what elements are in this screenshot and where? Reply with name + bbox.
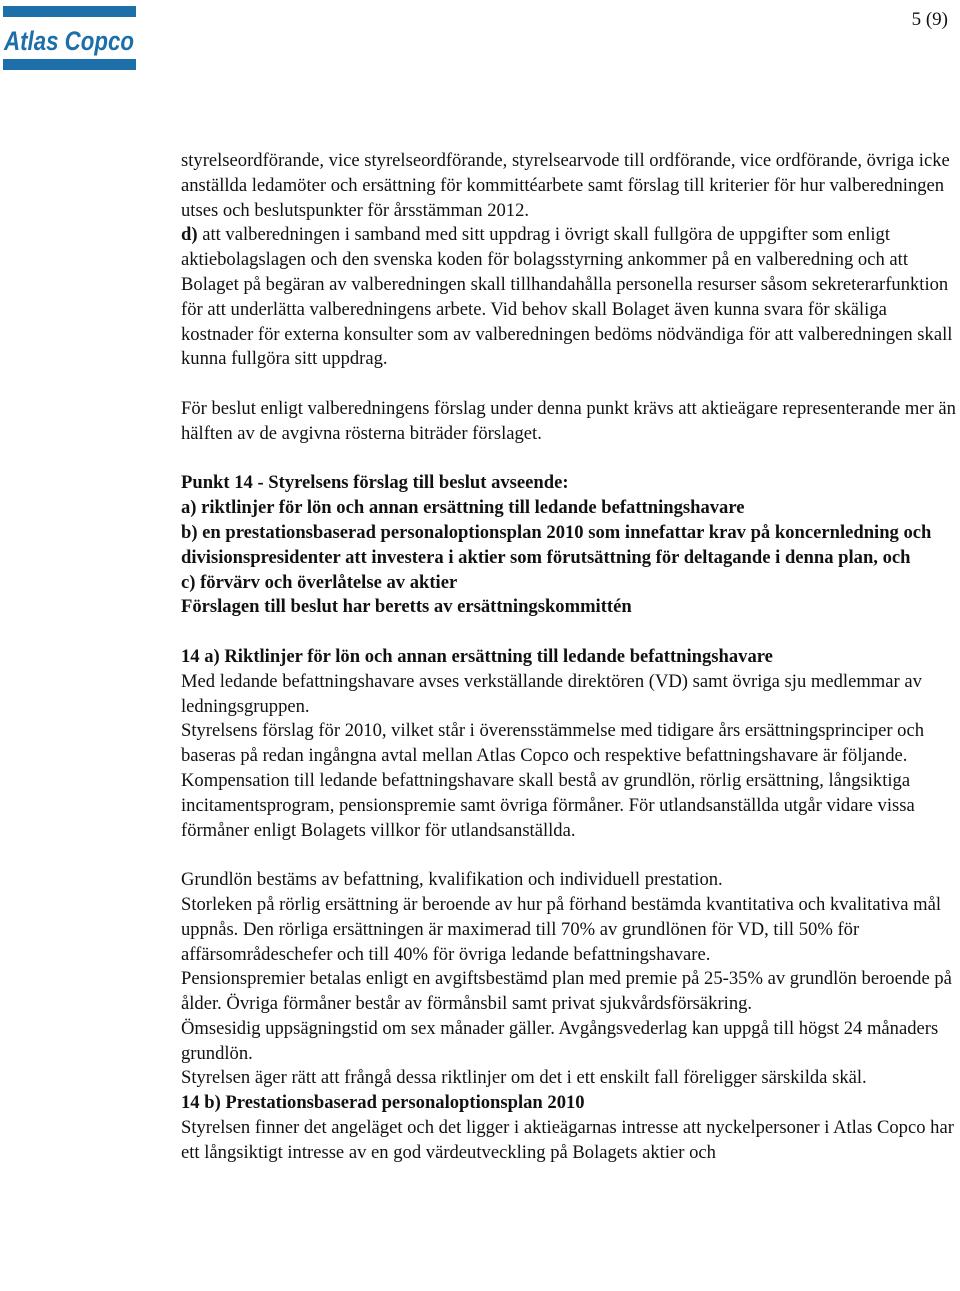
heading-14-b: b) en prestationsbaserad personaloptionsplan 2010 som innefattar krav på koncernledning och divisionspresidenter att investera i aktier som förutsättning för deltagande i denna plan, och bbox=[181, 521, 932, 568]
section-14a-notice-period: Ömsesidig uppsägningstid om sex månader gäller. Avgångsvederlag kan uppgå till högst 24 månaders grundlön. bbox=[181, 1017, 939, 1064]
paragraph-valberedning-criteria: styrelseordförande, vice styrelseordförande, styrelsearvode till ordförande, vice ordförande, övriga icke anställda ledamöter och ersättning för kommittéarbete samt förslag till kriterier för hur valberedningen utses och beslutspunkter för årsstämman 2012. bbox=[181, 150, 950, 221]
section-14a-compensation: Kompensation till ledande befattningshavare skall bestå av grundlön, rörlig ersättning, långsiktiga incitamentsprogram, pensionspremie samt övriga förmåner. För utlandsanställda utgår vidare vissa förmåner enligt Bolagets villkor för utlandsanställda. bbox=[181, 769, 915, 841]
spacer bbox=[181, 372, 956, 397]
section-14a-proposal: Styrelsens förslag för 2010, vilket står i överensstämmelse med tidigare års ersättningsprinciper och baseras på redan ingångna avtal mellan Atlas Copco och respektive befattningshavare är följande. bbox=[181, 720, 925, 767]
logo-bottom-bar bbox=[3, 59, 136, 70]
section-14a-pension: Pensionspremier betalas enligt en avgiftsbestämd plan med premie på 25-35% av grundlön beroende på ålder. Övriga förmåner består av förmånsbil samt privat sjukvårdsförsäkring. bbox=[181, 968, 952, 1015]
logo-top-bar bbox=[3, 6, 136, 17]
section-14a-title: 14 a) Riktlinjer för lön och annan ersättning till ledande befattningshavare bbox=[181, 645, 773, 667]
heading-14-a: a) riktlinjer för lön och annan ersättning till ledande befattningshavare bbox=[181, 497, 745, 519]
logo-text: Atlas Copco bbox=[3, 26, 134, 56]
item-d-label: d) bbox=[181, 224, 198, 246]
section-14b-intro: Styrelsen finner det angeläget och det ligger i aktieägarnas intresse att nyckelpersoner i Atlas Copco har ett långsiktigt intresse av en god värdeutveckling på Bolagets aktier och bbox=[181, 1117, 954, 1163]
item-d-text: att valberedningen i samband med sitt uppdrag i övrigt skall fullgöra de uppgifter som enligt aktiebolagslagen och den svenska koden för bolagsstyrning ankommer på en valberedning och att Bolaget på begäran av valberedningen skall tillhandahålla personella resurser såsom sekreterarfunktion för att underlätta valberedningens arbete. Vid behov skall Bolaget även kunna svara för skäliga kostnader för externa konsulter som av valberedningen bedöms nödvändiga för att valberedningen skall kunna fullgöra sitt uppdrag. bbox=[181, 224, 953, 370]
heading-punkt-14: Punkt 14 - Styrelsens förslag till beslut avseende: bbox=[181, 472, 569, 494]
document-body bbox=[181, 149, 956, 1166]
paragraph-valberedning-duties bbox=[181, 223, 956, 372]
spacer bbox=[181, 620, 956, 645]
logo-wordmark bbox=[3, 20, 136, 58]
section-14a-base-salary: Grundlön bestäms av befattning, kvalifikation och individuell prestation. bbox=[181, 869, 723, 891]
heading-committee-note: Förslagen till beslut har beretts av ersättningskommittén bbox=[181, 596, 632, 618]
heading-14-c: c) förvärv och överlåtelse av aktier bbox=[181, 571, 458, 593]
spacer bbox=[181, 843, 956, 868]
section-14a-deviation: Styrelsen äger rätt att frångå dessa riktlinjer om det i ett enskilt fall föreligger särskilda skäl. bbox=[181, 1067, 867, 1089]
section-14a-definition: Med ledande befattningshavare avses verkställande direktören (VD) samt övriga sju medlemmar av ledningsgruppen. bbox=[181, 670, 922, 717]
spacer bbox=[181, 447, 956, 472]
section-14a-variable-pay: Storleken på rörlig ersättning är beroende av hur på förhand bestämda kvantitativa och kvalitativa mål uppnås. Den rörliga ersättningen är maximerad till 70% av grundlönen för VD, till 50% för affärsområdeschefer och till 40% för övriga ledande befattningshavare. bbox=[181, 893, 942, 965]
paragraph-majority-requirement: För beslut enligt valberedningens förslag under denna punkt krävs att aktieägare representerande mer än hälften av de avgivna rösterna biträder förslaget. bbox=[181, 397, 956, 444]
section-14b-title: 14 b) Prestationsbaserad personaloptionsplan 2010 bbox=[181, 1092, 585, 1114]
page-number: 5 (9) bbox=[911, 9, 948, 30]
atlas-copco-logo bbox=[3, 6, 136, 70]
